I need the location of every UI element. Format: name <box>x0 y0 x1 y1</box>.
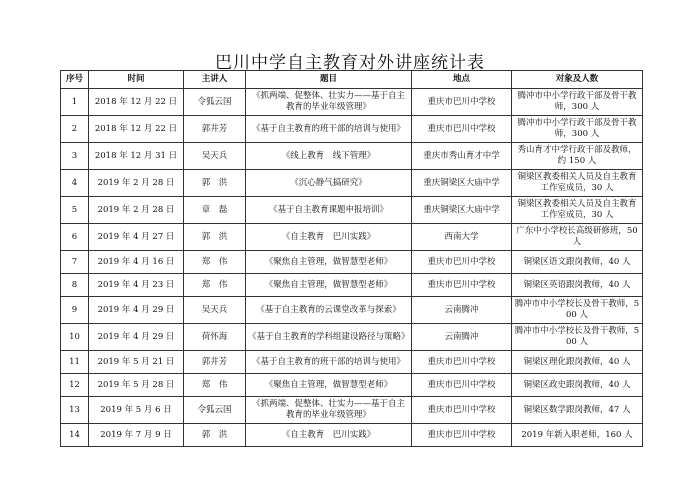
table-row <box>61 116 643 143</box>
column-header-index: 序号 <box>61 71 89 89</box>
date-cell: 2019 年 5 月 21 日 <box>89 351 184 374</box>
header-row <box>61 71 643 89</box>
location-cell: 重庆市巴川中学校 <box>412 89 512 116</box>
speaker-cell: 郑 伟 <box>184 251 246 274</box>
speaker-cell: 郑 伟 <box>184 374 246 397</box>
lecture-stats-table <box>60 70 643 447</box>
topic-cell: 《基于自主教育的班干部的培训与使用》 <box>246 116 412 143</box>
column-header-location: 地点 <box>412 71 512 89</box>
date-cell: 2019 年 7 月 9 日 <box>89 424 184 447</box>
topic-cell: 《自主教育 巴川实践》 <box>246 224 412 251</box>
location-cell: 重庆铜梁区大庙中学 <box>412 170 512 197</box>
speaker-cell: 郭井芳 <box>184 116 246 143</box>
audience-cell: 2019 年新入职老师，160 人 <box>512 424 643 447</box>
location-cell: 重庆市巴川中学校 <box>412 251 512 274</box>
topic-cell: 《抓两端、促整体、壮实力——基于自主教育的毕业年级管理》 <box>246 397 412 424</box>
location-cell: 重庆市巴川中学校 <box>412 274 512 297</box>
table-row <box>61 170 643 197</box>
index-cell: 1 <box>61 89 89 116</box>
table-row <box>61 197 643 224</box>
index-cell: 12 <box>61 374 89 397</box>
date-cell: 2019 年 2 月 28 日 <box>89 197 184 224</box>
topic-cell: 《基于自主教育课题申报培训》 <box>246 197 412 224</box>
location-cell: 重庆市巴川中学校 <box>412 424 512 447</box>
audience-cell: 广东中小学校长高级研修班，50 人 <box>512 224 643 251</box>
index-cell: 11 <box>61 351 89 374</box>
document-title: 巴川中学自主教育对外讲座统计表 <box>215 53 485 73</box>
date-cell: 2019 年 4 月 16 日 <box>89 251 184 274</box>
table-row <box>61 424 643 447</box>
date-cell: 2019 年 2 月 28 日 <box>89 170 184 197</box>
speaker-cell: 令狐云国 <box>184 397 246 424</box>
index-cell: 6 <box>61 224 89 251</box>
topic-cell: 《聚焦自主管理，做智慧型老师》 <box>246 374 412 397</box>
table-row <box>61 324 643 351</box>
location-cell: 云南腾冲 <box>412 297 512 324</box>
audience-cell: 铜梁区理化跟岗教师，40 人 <box>512 351 643 374</box>
topic-cell: 《基于自主教育的学科组建设路径与策略》 <box>246 324 412 351</box>
table-row <box>61 143 643 170</box>
audience-cell: 铜梁区英语跟岗教师，40 人 <box>512 274 643 297</box>
topic-cell: 《基于自主教育的云课堂改革与探索》 <box>246 297 412 324</box>
speaker-cell: 令狐云国 <box>184 89 246 116</box>
index-cell: 9 <box>61 297 89 324</box>
topic-cell: 《聚焦自主管理，做智慧型老师》 <box>246 274 412 297</box>
index-cell: 7 <box>61 251 89 274</box>
speaker-cell: 荷怀海 <box>184 324 246 351</box>
topic-cell: 《自主教育 巴川实践》 <box>246 424 412 447</box>
table-row <box>61 297 643 324</box>
location-cell: 重庆市巴川中学校 <box>412 397 512 424</box>
audience-cell: 铜梁区数学跟岗教师，47 人 <box>512 397 643 424</box>
date-cell: 2019 年 4 月 27 日 <box>89 224 184 251</box>
table-row <box>61 397 643 424</box>
audience-cell: 秀山育才中学行政干部及教师，约 150 人 <box>512 143 643 170</box>
topic-cell: 《沉心静气搞研究》 <box>246 170 412 197</box>
location-cell: 重庆铜梁区大庙中学 <box>412 197 512 224</box>
audience-cell: 腾冲市中小学行政干部及骨干教师，300 人 <box>512 116 643 143</box>
topic-cell: 《抓两端、促整体、壮实力——基于自主教育的毕业年级管理》 <box>246 89 412 116</box>
audience-cell: 腾冲市中小学校长及骨干教师，500 人 <box>512 297 643 324</box>
date-cell: 2019 年 4 月 29 日 <box>89 297 184 324</box>
index-cell: 8 <box>61 274 89 297</box>
location-cell: 重庆市巴川中学校 <box>412 374 512 397</box>
audience-cell: 铜梁区语文跟岗教师，40 人 <box>512 251 643 274</box>
audience-cell: 腾冲市中小学行政干部及骨干教师，300 人 <box>512 89 643 116</box>
index-cell: 10 <box>61 324 89 351</box>
speaker-cell: 吴天兵 <box>184 143 246 170</box>
date-cell: 2018 年 12 月 22 日 <box>89 116 184 143</box>
date-cell: 2018 年 12 月 22 日 <box>89 89 184 116</box>
audience-cell: 腾冲市中小学校长及骨干教师，500 人 <box>512 324 643 351</box>
index-cell: 13 <box>61 397 89 424</box>
index-cell: 14 <box>61 424 89 447</box>
column-header-speaker: 主讲人 <box>184 71 246 89</box>
location-cell: 重庆市巴川中学校 <box>412 351 512 374</box>
location-cell: 重庆市巴川中学校 <box>412 116 512 143</box>
column-header-date: 时间 <box>89 71 184 89</box>
date-cell: 2019 年 5 月 28 日 <box>89 374 184 397</box>
speaker-cell: 郭 洪 <box>184 224 246 251</box>
speaker-cell: 郑 伟 <box>184 274 246 297</box>
table-row <box>61 224 643 251</box>
table-row <box>61 251 643 274</box>
table-row <box>61 351 643 374</box>
column-header-audience: 对象及人数 <box>512 71 643 89</box>
table-header <box>61 71 643 89</box>
index-cell: 2 <box>61 116 89 143</box>
speaker-cell: 郭 洪 <box>184 170 246 197</box>
topic-cell: 《线上教育 线下管理》 <box>246 143 412 170</box>
location-cell: 重庆市秀山育才中学 <box>412 143 512 170</box>
index-cell: 5 <box>61 197 89 224</box>
table-row <box>61 374 643 397</box>
location-cell: 西南大学 <box>412 224 512 251</box>
table-body <box>61 89 643 447</box>
speaker-cell: 郭井芳 <box>184 351 246 374</box>
audience-cell: 铜梁区教委相关人员及自主教育工作室成员，30 人 <box>512 170 643 197</box>
topic-cell: 《聚焦自主管理，做智慧型老师》 <box>246 251 412 274</box>
column-header-topic: 题目 <box>246 71 412 89</box>
location-cell: 云南腾冲 <box>412 324 512 351</box>
audience-cell: 铜梁区政史跟岗教师，40 人 <box>512 374 643 397</box>
topic-cell: 《基于自主教育的班干部的培训与使用》 <box>246 351 412 374</box>
date-cell: 2018 年 12 月 31 日 <box>89 143 184 170</box>
date-cell: 2019 年 5 月 6 日 <box>89 397 184 424</box>
speaker-cell: 吴天兵 <box>184 297 246 324</box>
audience-cell: 铜梁区教委相关人员及自主教育工作室成员，30 人 <box>512 197 643 224</box>
table-row <box>61 89 643 116</box>
date-cell: 2019 年 4 月 29 日 <box>89 324 184 351</box>
date-cell: 2019 年 4 月 23 日 <box>89 274 184 297</box>
index-cell: 4 <box>61 170 89 197</box>
table-row <box>61 274 643 297</box>
speaker-cell: 章 磊 <box>184 197 246 224</box>
index-cell: 3 <box>61 143 89 170</box>
speaker-cell: 郭 洪 <box>184 424 246 447</box>
